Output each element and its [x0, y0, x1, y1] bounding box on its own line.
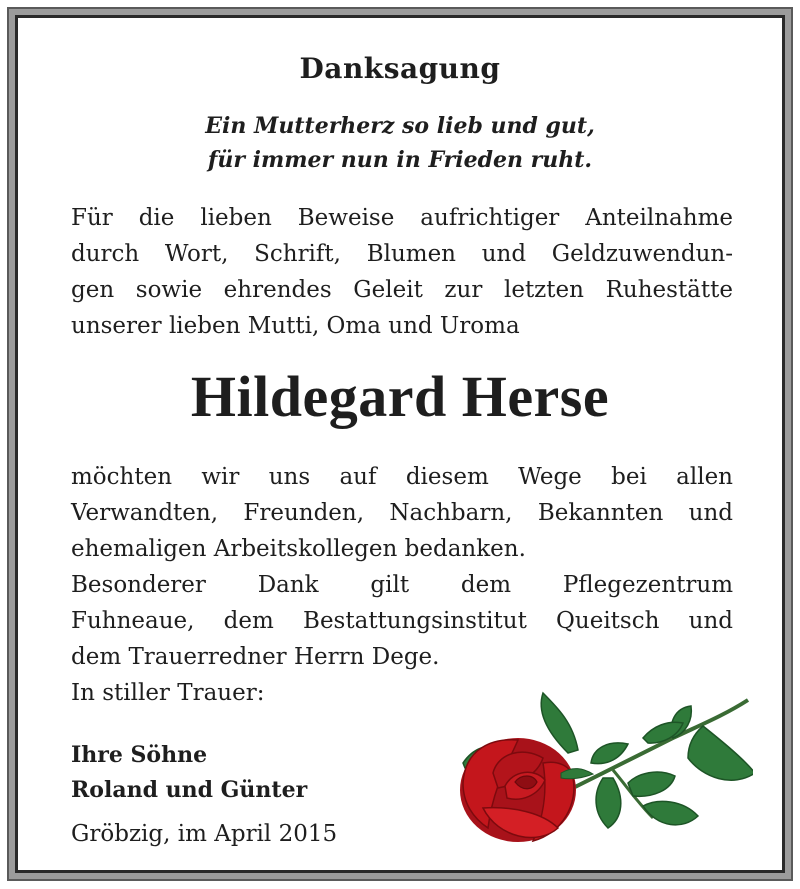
main-line-3: ehemaligen Arbeitskollegen bedanken. — [71, 536, 526, 562]
thanks-paragraph-main — [71, 459, 733, 675]
rose-leaf-2 — [591, 743, 628, 764]
rose-leaf-6 — [628, 772, 675, 796]
rose-leaf-7 — [643, 801, 698, 824]
rose-leaf-8 — [643, 722, 683, 743]
signature-block — [71, 738, 307, 808]
intro-line-1: Für die lieben Beweise aufrichtiger Anteilnahme — [71, 205, 733, 231]
intro-line-4: unserer lieben Mutti, Oma und Uroma — [71, 313, 520, 339]
deceased-name: Hildegard Herse — [190, 364, 610, 429]
place-and-date: Gröbzig, im April 2015 — [71, 821, 338, 847]
motto-verse — [18, 109, 782, 177]
intro-line-2: durch Wort, Schrift, Blumen und Geldzuwendun- — [71, 241, 733, 267]
rose-leaf-4 — [688, 726, 753, 780]
intro-line-3: gen sowie ehrendes Geleit zur letzten Ruhestätte — [71, 277, 733, 303]
notice-heading: Danksagung — [299, 52, 501, 85]
signature-line-1: Ihre Söhne — [71, 742, 208, 768]
mourning-line: In stiller Trauer: — [71, 680, 265, 706]
rose-leaf-1 — [541, 693, 578, 753]
motto-line-1: Ein Mutterherz so lieb und gut, — [205, 113, 595, 139]
main-line-4: Besonderer Dank gilt dem Pflegezentrum — [71, 572, 733, 598]
main-line-5: Fuhneaue, dem Bestattungsinstitut Queitsch und — [71, 608, 733, 634]
main-line-1: möchten wir uns auf diesem Wege bei allen — [71, 464, 733, 490]
notice-content — [18, 18, 782, 870]
red-rose-icon — [443, 678, 753, 853]
rose-leaf-5 — [596, 778, 621, 828]
main-line-2: Verwandten, Freunden, Nachbarn, Bekannten und — [71, 500, 733, 526]
motto-line-2: für immer nun in Frieden ruht. — [207, 147, 593, 173]
thanks-paragraph-intro — [71, 200, 733, 344]
notice-frame — [15, 15, 785, 873]
signature-line-2: Roland und Günter — [71, 777, 308, 803]
main-line-6: dem Trauerredner Herrn Dege. — [71, 644, 440, 670]
